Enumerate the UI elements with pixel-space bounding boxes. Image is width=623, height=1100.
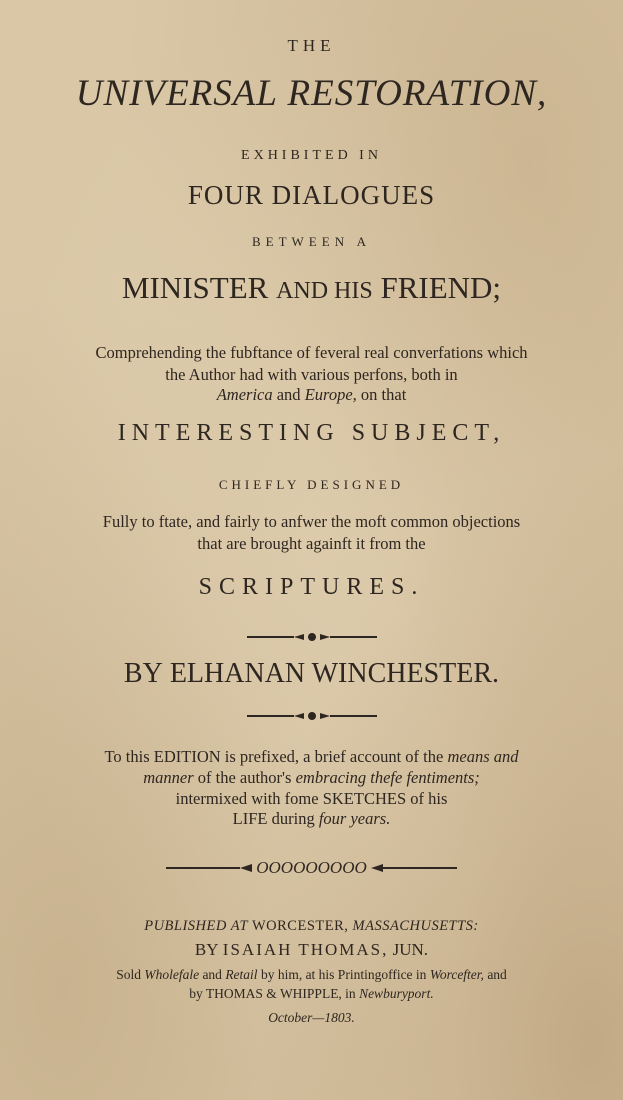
four-years-words: four years. [318, 809, 391, 828]
comprehending-line-3 [0, 385, 623, 405]
fully-line-1: Fully to ftate, and fairly to anfwer the moft common objections [102, 512, 521, 531]
four-dialogues: FOUR DIALOGUES [187, 180, 436, 210]
sketches-word: SKETCHES [322, 789, 407, 808]
america-word: America [216, 385, 273, 404]
worcester-word: WORCESTER, [251, 918, 349, 934]
manner-word: manner [143, 768, 194, 787]
to-this-words: To this [104, 747, 150, 766]
sold-line [0, 967, 623, 983]
main-title: UNIVERSAL RESTORATION, [75, 73, 548, 114]
retail-word: Retail [225, 967, 258, 982]
europe-word: Europe, [304, 385, 357, 404]
sold-word: Sold [116, 967, 141, 982]
chiefly-designed: CHIEFLY DESIGNED [218, 477, 405, 492]
by-thomas-words: by THOMAS & WHIPPLE, in [189, 986, 356, 1001]
printer-by-word: BY [194, 940, 219, 959]
massachusetts-word: MASSACHUSETTS: [352, 918, 479, 934]
wholesale-word: Wholefale [144, 967, 200, 982]
published-line [0, 918, 623, 935]
on-that-words: on that [360, 385, 407, 404]
intermixed-words: intermixed with fome [175, 789, 319, 808]
jun-word: JUN. [392, 940, 429, 959]
exhibited-in: EXHIBITED IN [241, 148, 382, 163]
prefixed-words: is prefixed, a brief account of the [224, 747, 444, 766]
edition-line-1 [0, 747, 623, 767]
fleuron-rule-icon [242, 709, 382, 723]
published-at-words: PUBLISHED AT [144, 918, 248, 934]
author-line [0, 658, 623, 690]
friend-word: FRIEND; [380, 270, 502, 305]
embracing-words: embracing thefe fentiments; [295, 768, 480, 787]
life-word: LIFE [232, 809, 268, 828]
comprehending-line-2: the Author had with various perfons, both in [165, 365, 458, 384]
edition-word: EDITION [153, 747, 221, 766]
minister-and-friend [0, 270, 623, 306]
newburyport-word: Newburyport. [359, 986, 434, 1001]
and-his-words: AND HIS [276, 278, 373, 304]
fully-line-2: that are brought againft it from the [197, 534, 426, 553]
thomas-whipple-line [0, 986, 623, 1002]
and2-word: and [487, 967, 507, 982]
rule-left-icon [164, 862, 254, 874]
ornament-rule-1 [0, 630, 623, 644]
by-word: BY [123, 658, 163, 689]
comprehending-line-1: Comprehending the fubftance of feveral real converfations which [95, 343, 528, 362]
and-retail-word: and [202, 967, 222, 982]
by-him-words: by him, at his Printingoffice in [260, 967, 427, 982]
worcester-italic-word: Worcefter, [429, 967, 484, 982]
ornament-rule-3 [0, 858, 623, 878]
edition-line-3 [0, 789, 623, 809]
between-a: BETWEEN A [251, 234, 371, 249]
interesting-subject: INTERESTING SUBJECT, [117, 420, 506, 446]
edition-line-2 [0, 768, 623, 788]
ornament-circles: OOOOOOOOO [256, 858, 367, 877]
and-word: and [276, 385, 301, 404]
date-line: October—1803. [268, 1010, 355, 1025]
minister-word: MINISTER [121, 270, 269, 305]
title-the: THE [287, 36, 336, 55]
ornament-rule-2 [0, 709, 623, 723]
fleuron-rule-icon [242, 630, 382, 644]
of-his-words: of his [410, 789, 448, 808]
means-and-words: means and [447, 747, 519, 766]
rule-right-icon [369, 862, 459, 874]
printer-line [0, 940, 623, 960]
during-word: during [271, 809, 315, 828]
of-the-authors-words: of the author's [197, 768, 292, 787]
edition-line-4 [0, 809, 623, 829]
scriptures: SCRIPTURES. [198, 574, 425, 600]
isaiah-thomas-name: ISAIAH THOMAS, [222, 940, 389, 959]
author-name: ELHANAN WINCHESTER. [169, 658, 500, 689]
